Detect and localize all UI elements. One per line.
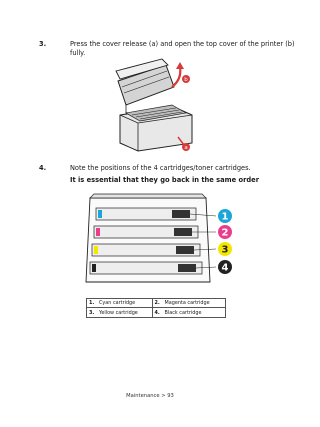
legend-label: Yellow cartridge <box>97 308 152 317</box>
cartridge-slot-2 <box>94 226 198 238</box>
cartridge-slot-3 <box>92 244 200 256</box>
page-footer: Maintenance > 93 <box>126 393 174 399</box>
callout-b: b <box>184 77 188 84</box>
table-row <box>87 308 226 317</box>
emphasis-note: It is essential that they go back in the same order <box>70 176 259 184</box>
legend-label: Magenta cartridge <box>163 299 226 308</box>
cartridge-slot-1 <box>96 208 196 220</box>
svg-text:2: 2 <box>221 227 229 239</box>
step-number: 3. <box>39 40 47 48</box>
callout-a: a <box>184 145 188 152</box>
table-row <box>87 299 226 308</box>
step-text: Press the cover release (a) and open the top cover of the printer (b) fully. <box>70 40 295 57</box>
marker-2 <box>218 225 232 239</box>
cartridge-positions-illustration <box>84 190 234 286</box>
legend-number: 1. <box>87 299 98 308</box>
legend-number: 2. <box>152 299 163 308</box>
cartridge-legend-table <box>86 298 226 318</box>
legend-number: 3. <box>87 308 98 317</box>
legend-number: 4. <box>152 308 163 317</box>
legend-label: Cyan cartridge <box>97 299 152 308</box>
marker-4 <box>218 260 232 274</box>
marker-3 <box>218 242 232 256</box>
svg-text:4: 4 <box>221 262 229 274</box>
step-text: Note the positions of the 4 cartridges/toner cartridges. <box>70 164 251 172</box>
svg-text:1: 1 <box>221 211 229 223</box>
printer-open-cover-illustration <box>112 57 198 153</box>
marker-1 <box>218 209 232 223</box>
legend-label: Black cartridge <box>163 308 226 317</box>
step-number: 4. <box>39 164 47 172</box>
svg-text:3: 3 <box>221 244 229 256</box>
cartridge-slot-4 <box>90 262 202 274</box>
